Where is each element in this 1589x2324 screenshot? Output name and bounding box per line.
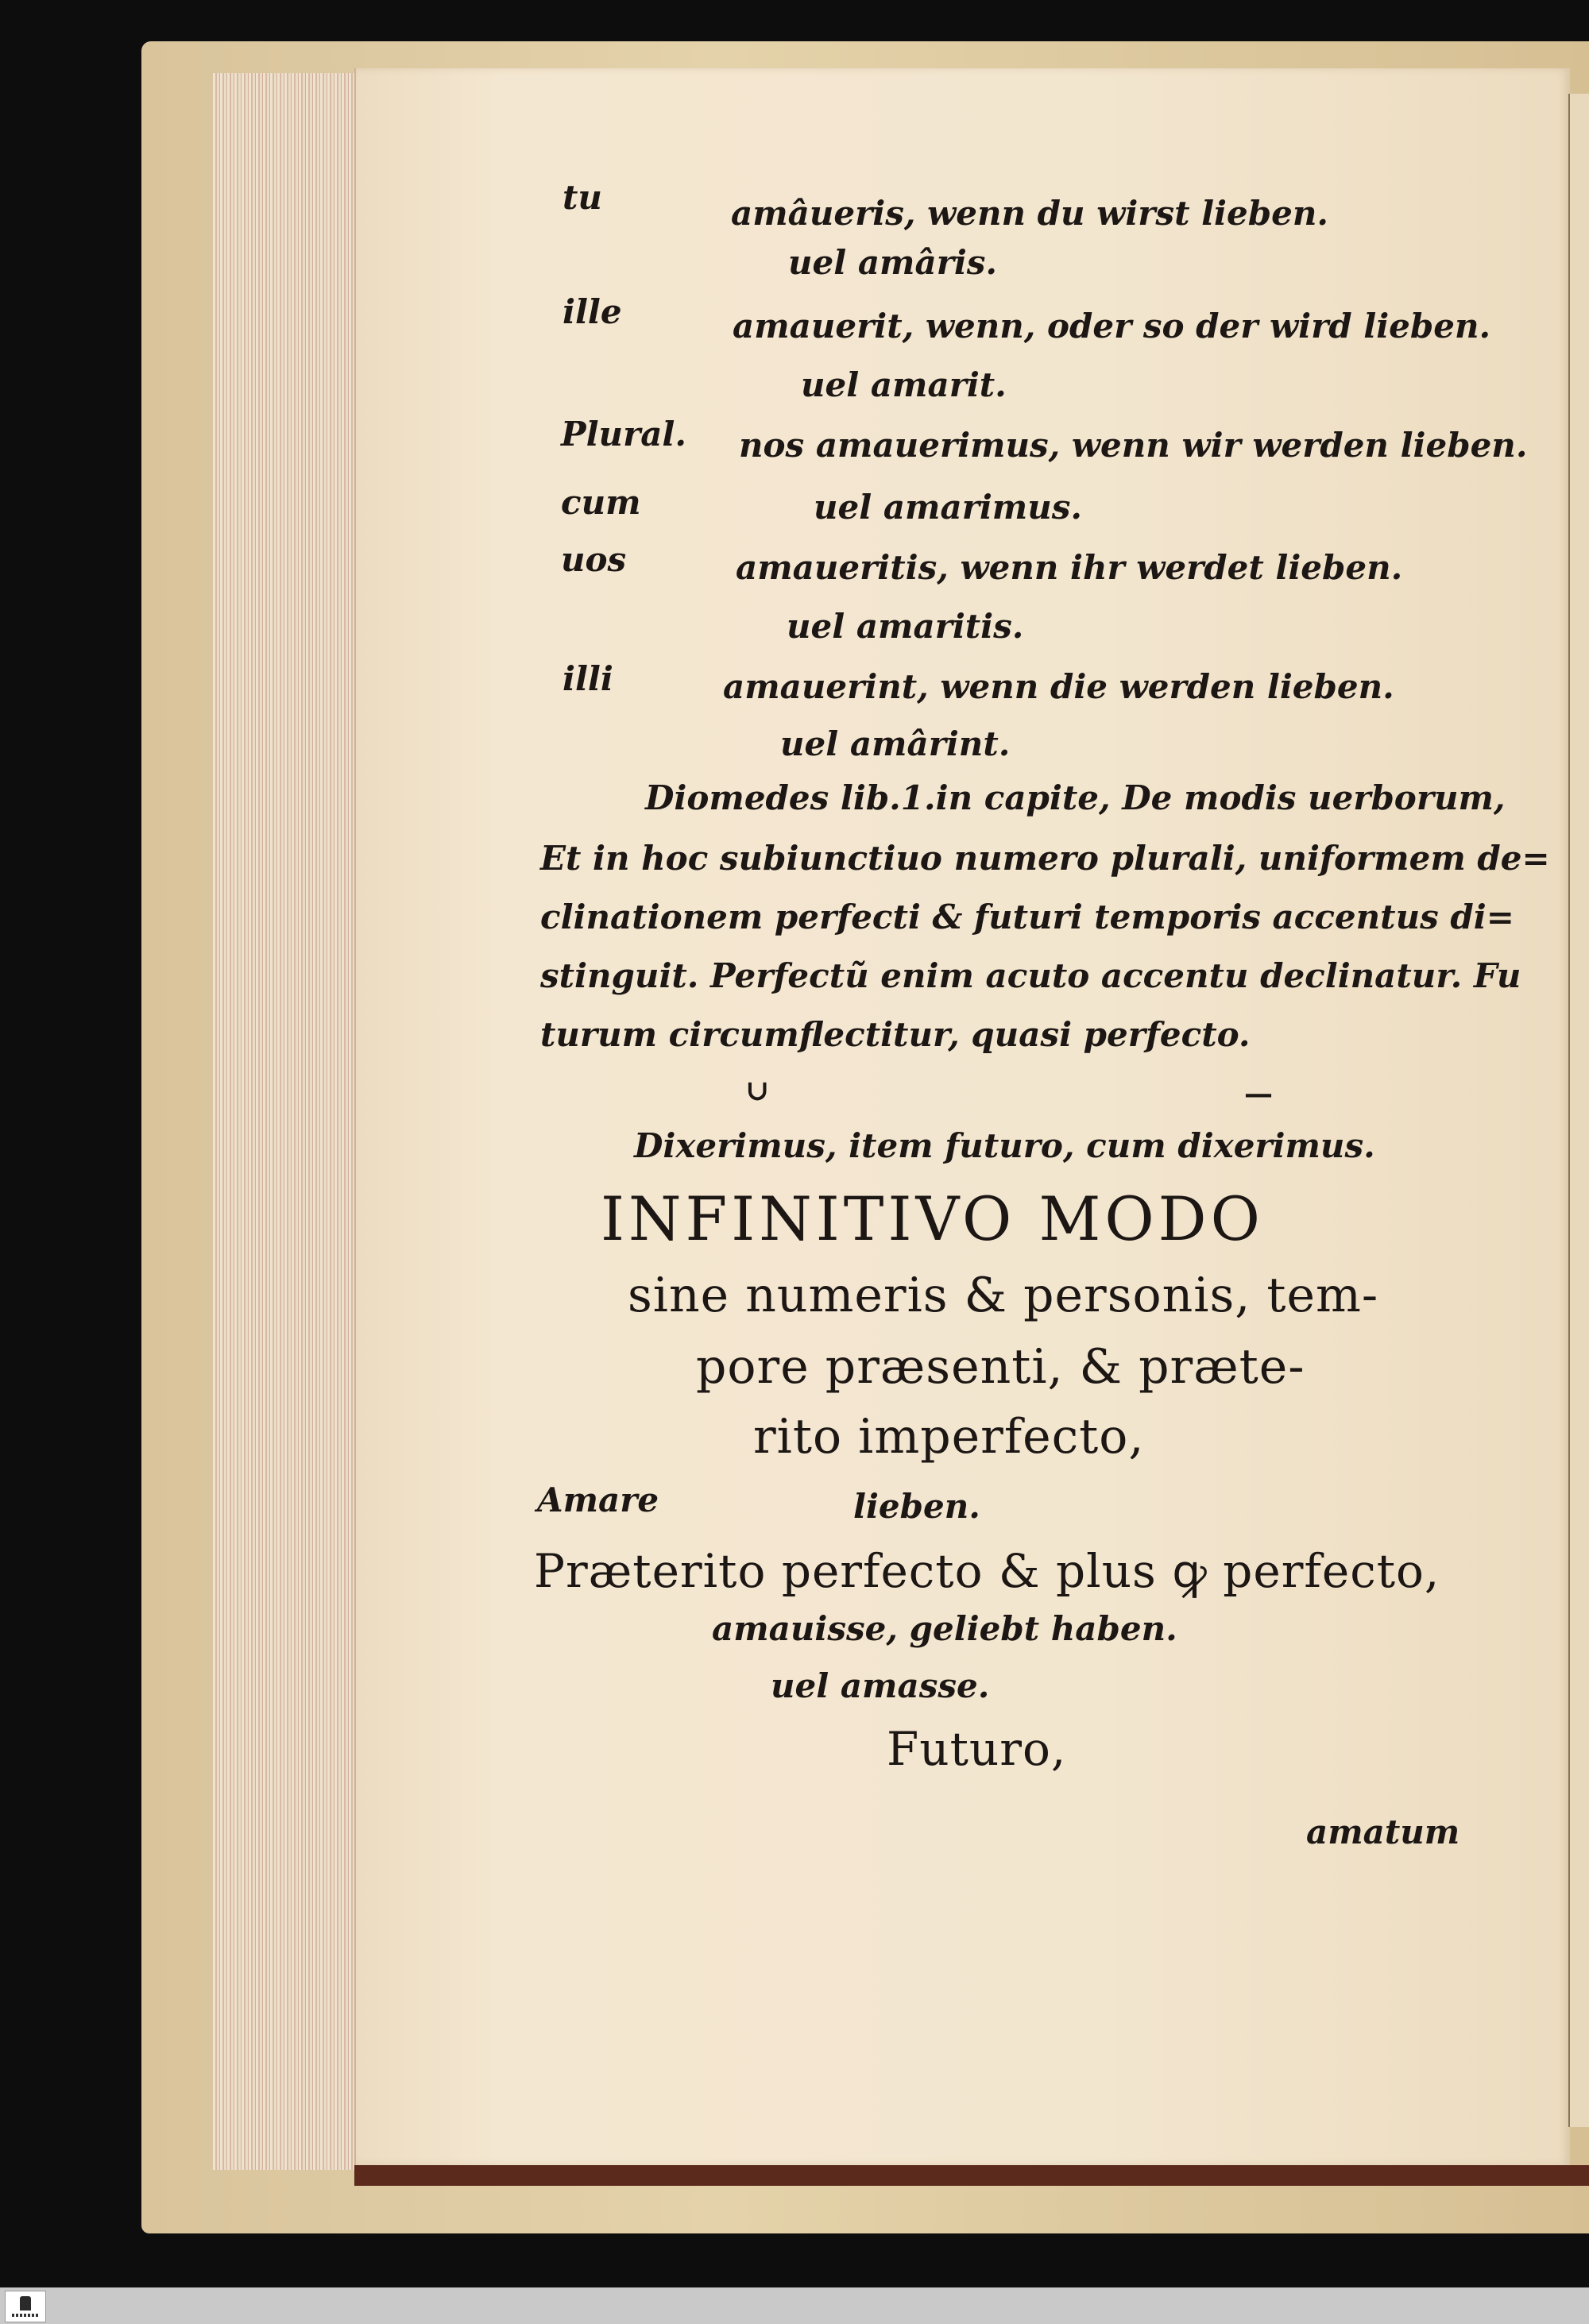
perfect-form: amauisse, geliebt haben.: [712, 1609, 1177, 1648]
paragraph-line-1: Diomedes lib.1.in capite, De modis uerborum,: [645, 778, 1506, 817]
pronoun-illi: illi: [563, 659, 613, 698]
perfect-heading: Præterito perfecto & plus ꝙ perfecto,: [534, 1544, 1440, 1598]
pronoun-plural: Plural.: [561, 415, 686, 454]
form-nos: nos amauerimus, wenn wir werden lieben.: [739, 426, 1528, 465]
infinitive-german: lieben.: [853, 1487, 980, 1526]
page-bottom-edge: [354, 2165, 1589, 2186]
variant-tu: uel amâris.: [788, 243, 998, 282]
macron-mark: —: [1244, 1077, 1273, 1110]
form-tu: amâueris, wenn du wirst lieben.: [731, 194, 1328, 233]
variant-ille: uel amarit.: [801, 365, 1007, 404]
library-logo-icon: [5, 2291, 46, 2322]
variant-illi: uel amârint.: [780, 724, 1011, 763]
pronoun-tu: tu: [563, 178, 602, 217]
heading-line-2: sine numeris & personis, tem-: [628, 1268, 1379, 1323]
form-uos: amaueritis, wenn ihr werdet lieben.: [736, 548, 1403, 587]
example-line: Dixerimus, item futuro, cum dixerimus.: [634, 1126, 1375, 1165]
form-ille: amauerit, wenn, oder so der wird lieben.: [733, 307, 1491, 346]
breve-mark: ∪: [745, 1074, 770, 1107]
paragraph-line-5: turum circumflectitur, quasi perfecto.: [540, 1015, 1251, 1054]
variant-uos: uel amaritis.: [787, 607, 1024, 646]
paragraph-line-4: stinguit. Perfectũ enim acuto accentu declinatur. Fu: [540, 956, 1521, 995]
heading-line-3: pore præsenti, & præte-: [696, 1339, 1305, 1395]
paragraph-line-2: Et in hoc subiunctiuo numero plurali, uniformem de=: [540, 839, 1550, 878]
form-illi: amauerint, wenn die werden lieben.: [723, 667, 1394, 706]
heading-line-4: rito imperfecto,: [753, 1409, 1145, 1465]
perfect-variant: uel amasse.: [771, 1666, 990, 1705]
catchword: amatum: [1306, 1812, 1460, 1851]
variant-nos: uel amarimus.: [814, 488, 1083, 527]
viewer-bottom-bar: [0, 2287, 1589, 2324]
pronoun-ille: ille: [563, 292, 622, 331]
page-edges: [213, 73, 361, 2170]
pronoun-cum: cum: [561, 483, 641, 522]
infinitive-latin: Amare: [537, 1480, 659, 1519]
heading-infinitivo-modo: INFINITIVO MODO: [601, 1183, 1264, 1254]
facing-page-edge: [1568, 94, 1589, 2127]
future-heading: Futuro,: [887, 1722, 1067, 1776]
pronoun-uos: uos: [561, 540, 627, 579]
paragraph-line-3: clinationem perfecti & futuri temporis accentus di=: [540, 898, 1514, 936]
